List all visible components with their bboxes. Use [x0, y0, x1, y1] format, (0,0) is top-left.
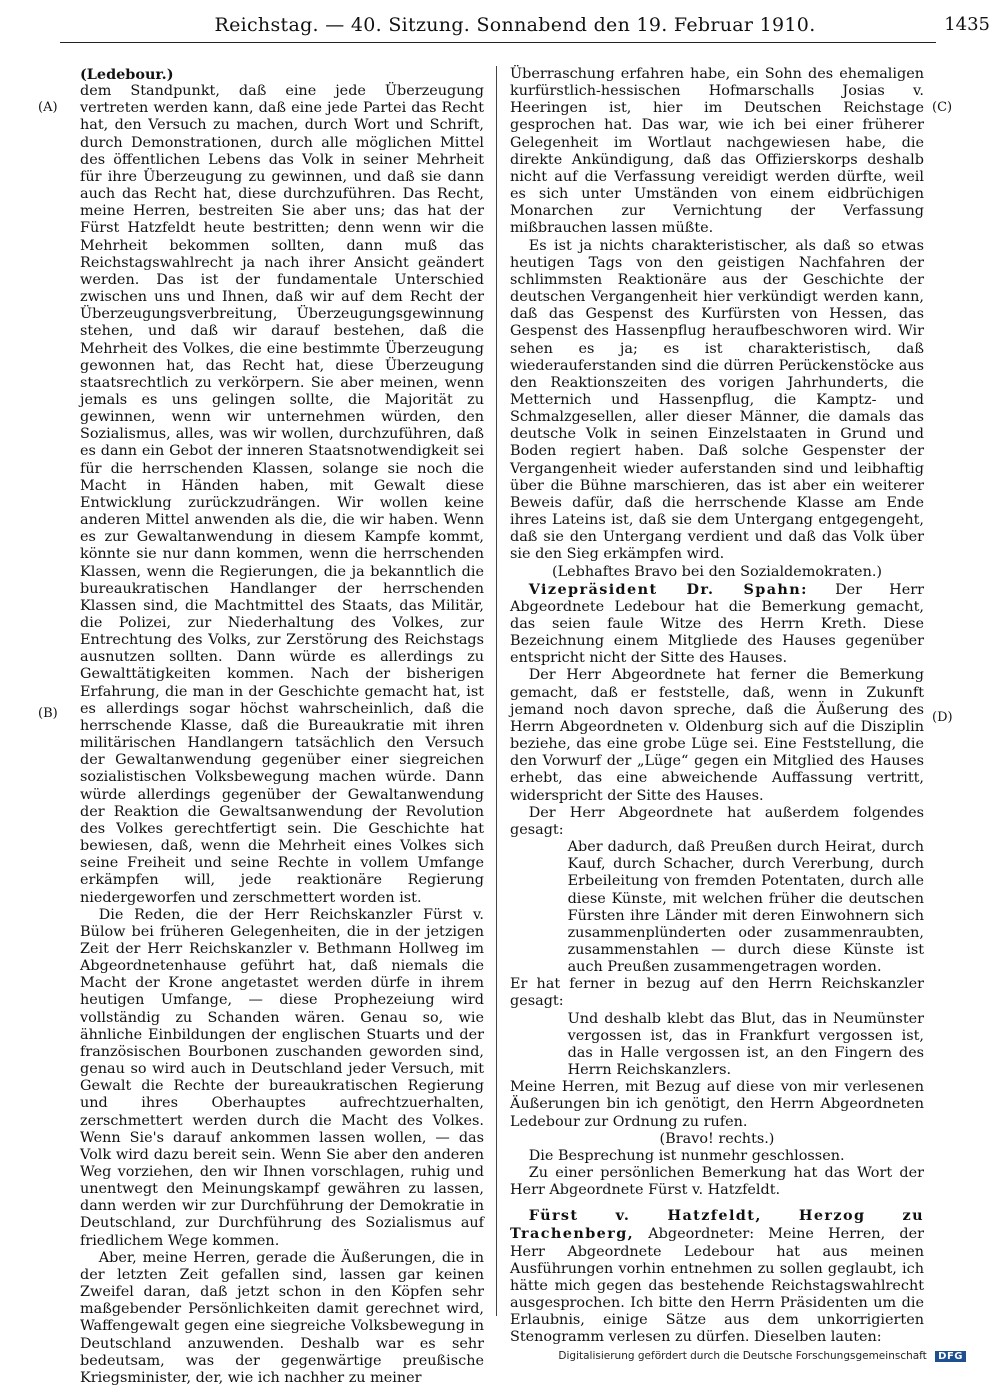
speaker-label: (Ledebour.) [80, 66, 174, 83]
paragraph: Meine Herren, mit Bezug auf diese von mir verlesenen Äußerungen bin ich genötigt, den Herrn Abgeordneten Ledebour zur Ordnung zu rufen. [510, 1079, 924, 1130]
quotation: Und deshalb klebt das Blut, das in Neumünster vergossen ist, das in Frankfurt vergossen ist, das in Halle vergossen ist, an den Fingern des Herrn Reichskanzlers. [567, 1010, 924, 1079]
applause-note: (Bravo! rechts.) [659, 1130, 775, 1147]
margin-mark-a: (A) [38, 100, 58, 115]
speaker-name: Fürst v. Hatzfeldt, Herzog zu Trachenberg, [510, 1207, 924, 1243]
paragraph: Fürst v. Hatzfeldt, Herzog zu Trachenberg, Abgeordneter: Meine Herren, der Herr Abgeordnete Ledebour hat aus meinen Ausführungen vorhin entnehmen zu sollen geglaubt, ich hätte mich gegen das bestehende Reichstagswahlrecht ausgesprochen. Ich bitte den Herrn Präsidenten um die Erlaubnis, einige Sätze aus dem unkorrigierten Stenogramm verlesen zu dürfen. Dieselben lauten: [510, 1207, 925, 1346]
footer-credit [558, 1350, 966, 1362]
paragraph: Der Herr Abgeordnete hat außerdem folgendes gesagt: [510, 804, 924, 838]
margin-mark-c: (C) [932, 100, 953, 115]
applause-note: (Lebhaftes Bravo bei den Sozialdemokraten.) [551, 563, 883, 580]
left-column [80, 66, 484, 1387]
paragraph: Es ist ja nichts charakteristischer, als daß so etwas heutigen Tags von den geistigen Nachfahren der schlimmsten Reaktionäre aus der Geschichte der deutschen Vergangenheit hier verkündigt werden kann, daß das Gespenst des Kurfürsten von Hessen, das Gespenst des Hassenpflug heraufbeschworen wird. Wir sehen es ja; es ist charakteristisch, daß wiederauferstanden sind die dürren Perückenstöcke aus den Reaktionszeiten des vorigen Jahrhunderts, die Metternich und Hassenpflug, die Kamptz- und Schmalzgesellen, aller dieser Männer, die damals das deutsche Volk in seinen Einzelstaaten in Grund und Boden regiert haben. Daß solche Gespenster der Vergangenheit wieder auferstanden sind und leibhaftig über die Bühne marschieren, das ist aber ein weiterer Beweis dafür, daß die herrschende Klasse am Ende ihres Lateins ist, daß sie dem Untergang entgegengeht, daß sie den Untergang verdient und daß das Volk über sie den Sieg erkämpfen wird. [510, 237, 924, 563]
dfg-logo: DFG [935, 1351, 966, 1362]
paragraph: Der Herr Abgeordnete hat ferner die Bemerkung gemacht, daß er feststelle, daß, wenn in Zukunft jemand noch davon spreche, daß die Äußerung des Herrn Abgeordneten v. Oldenburg sich auf die Disziplin beziehe, das eine grobe Lüge sei. Eine Feststellung, die den Vorwurf der „Lüge“ gegen ein Mitglied des Hauses erhebt, das eine abweichende Auffassung vertritt, widerspricht der Sitte des Hauses. [510, 667, 924, 804]
running-title: Reichstag. — 40. Sitzung. Sonnabend den 19. Februar 1910. [214, 14, 816, 36]
paragraph: Aber, meine Herren, gerade die Äußerungen, die in der letzten Zeit gefallen sind, lassen gar keinen Zweifel daran, daß jetzt schon in den Köpfen sehr maßgebender Persönlichkeiten damit gerechnet wird, Waffengewalt gegen eine siegreiche Volksbewegung in Deutschland anzuwenden. Deshalb war es sehr bedeutsam, was der gegenwärtige preußische Kriegsminister, der, wie ich nachher zu meiner [80, 1249, 484, 1386]
margin-mark-d: (D) [932, 710, 953, 725]
page-header [40, 14, 990, 38]
quotation: Aber dadurch, daß Preußen durch Heirat, durch Kauf, durch Schacher, durch Vererbung, durch Erbeileitung von fremden Potentaten, durch alle diese Künste, mit welchen früher die deutschen Fürsten ihre Länder mit deren Einwohnern sich zusammenplünderten oder zusammenraubten, zusammenstahlen — durch diese Künste ist auch Preußen zusammengetragen worden. [567, 839, 924, 976]
paragraph: Vizepräsident Dr. Spahn: Der Herr Abgeordnete Ledebour hat die Bemerkung gemacht, das seien faule Witze des Herrn Kreth. Diese Bezeichnung einem Mitgliede des Hauses gegenüber entspricht nicht der Sitte des Hauses. [510, 580, 924, 667]
margin-mark-b: (B) [38, 706, 58, 721]
paragraph: Die Besprechung ist nunmehr geschlossen. [528, 1147, 845, 1164]
right-column [510, 66, 924, 1347]
paragraph: Überraschung erfahren habe, ein Sohn des ehemaligen kurfürstlich-hessischen Hofmarschalls Josias v. Heeringen ist, hier im Deutschen Reichstage gesprochen hat. Das war, wie ich bei einer früherer Gelegenheit im Wortlaut nachgewiesen habe, die direkte Ankündigung, daß das Offizierskorps deshalb nicht auf die Verfassung vereidigt werden dürfte, weil es sich unter Umständen von einem eidbrüchigen Monarchen zur Vernichtung der Verfassung mißbrauchen lassen müßte. [510, 66, 924, 237]
footer-text: Digitalisierung gefördert durch die Deutsche Forschungsgemeinschaft [558, 1350, 927, 1362]
paragraph: Er hat ferner in bezug auf den Herrn Reichskanzler gesagt: [510, 976, 924, 1010]
column-divider [496, 66, 497, 1316]
speaker-name: Vizepräsident Dr. Spahn: [528, 580, 808, 598]
paragraph: Zu einer persönlichen Bemerkung hat das Wort der Herr Abgeordnete Fürst v. Hatzfeldt. [510, 1165, 924, 1199]
paragraph: dem Standpunkt, daß eine jede Überzeugung vertreten werden kann, daß eine jede Partei das Recht hat, den Versuch zu machen, durch Wort und Schrift, durch Demonstrationen, durch alle möglichen Mittel des öffentlichen Lebens das Volk in seiner Mehrheit für ihre Überzeugung zu gewinnen, und daß sie dann auch das Recht hat, diese durchzuführen. Das Recht, meine Herren, bestreiten Sie aber uns; das hat der Fürst Hatzfeldt heute bestritten; denn wenn wir die Mehrheit bekommen sollten, dann muß das Reichstagswahlrecht ja nach ihrer Ansicht geändert werden. Das ist der fundamentale Unterschied zwischen uns und Ihnen, daß wir auf dem Recht der Überzeugungsverbreitung, Überzeugungsgewinnung stehen, und daß wir darauf bestehen, daß die Mehrheit des Volkes, die eine bestimmte Überzeugung gewonnen hat, das Recht hat, diese Überzeugung staatsrechtlich zu verkörpern. Sie aber meinen, wenn jemals es uns gelingen sollte, die Majorität zu gewinnen, wenn wir unternehmen würden, den Sozialismus, alles, was wir wollen, durchzuführen, daß es dann ein Gebot der inneren Staatsnotwendigkeit sei für die herrschenden Klassen, solange sie noch die Macht in Händen haben, mit Gewalt diese Entwicklung zurückzudrängen. Wir wollen keine anderen Mittel anwenden als die, die wir haben. Wenn es zur Gewaltanwendung in diesem Kampfe kommt, könnte sie nur dann kommen, wenn die herrschenden Klassen, wenn die Regierungen, die ja bekanntlich die bureaukratischen Handlanger der herrschenden Klassen sind, die Machtmittel des Staats, das Militär, die Polizei, zur Niederhaltung des Volkes, zur Entrechtung des Volks, zur Zerstörung des Reichstags ausnutzen sollten. Dann würde es allerdings zu Gewalttätigkeiten kommen. Nach der bisherigen Erfahrung, die man in der Geschichte gemacht hat, ist es allerdings sogar höchst wahrscheinlich, daß die herrschende Klasse, daß die Bureaukratie mit ihren militärischen Handlangern tatsächlich den Versuch der Gewaltanwendung gegenüber einer siegreichen sozialistischen Volksbewegung machen würde. Dann würde allerdings gegenüber der Gewaltanwendung der Reaktion die Gewaltsanwendung der Revolution des Volkes gerechtfertigt sein. Die Geschichte hat bewiesen, daß, wenn die Mehrheit eines Volkes sich seine Freiheit und seine Rechte in vollem Umfange erkämpfen will, jede reaktionäre Regierung niedergeworfen und zerschmettert worden ist. [80, 83, 484, 906]
header-rule [60, 42, 936, 43]
page-number: 1435 [944, 14, 990, 35]
paragraph: Die Reden, die der Herr Reichskanzler Fürst v. Bülow bei früheren Gelegenheiten, die in der jetzigen Zeit der Herr Reichskanzler v. Bethmann Hollweg im Abgeordnetenhause geführt hat, daß niemals die Macht der Krone angetastet werden dürfe in ihrem heutigen Umfange, — diese Prophezeiung wird vollständig zu Schanden wären. Genau so, wie ähnliche Einbildungen der englischen Stuarts und der französischen Bourbonen zuschanden geworden sind, genau so wird auch in Deutschland jeder Versuch, mit Gewalt die Rechte der bureaukratischen Regierung und ihres Oberhauptes aufrechtzuerhalten, zerschmettert werden durch die Macht des Volkes. Wenn Sie's darauf ankommen lassen wollen, — das Volk wird dazu bereit sein. Wenn Sie aber den anderen Weg vorziehen, den wir Ihnen vorschlagen, ruhig und unentwegt den Meinungskampf gewähren zu lassen, dann werden wir zur Durchführung der Demokratie in Deutschland, zur Durchführung des Sozialismus auf friedlichem Wege kommen. [80, 906, 484, 1249]
